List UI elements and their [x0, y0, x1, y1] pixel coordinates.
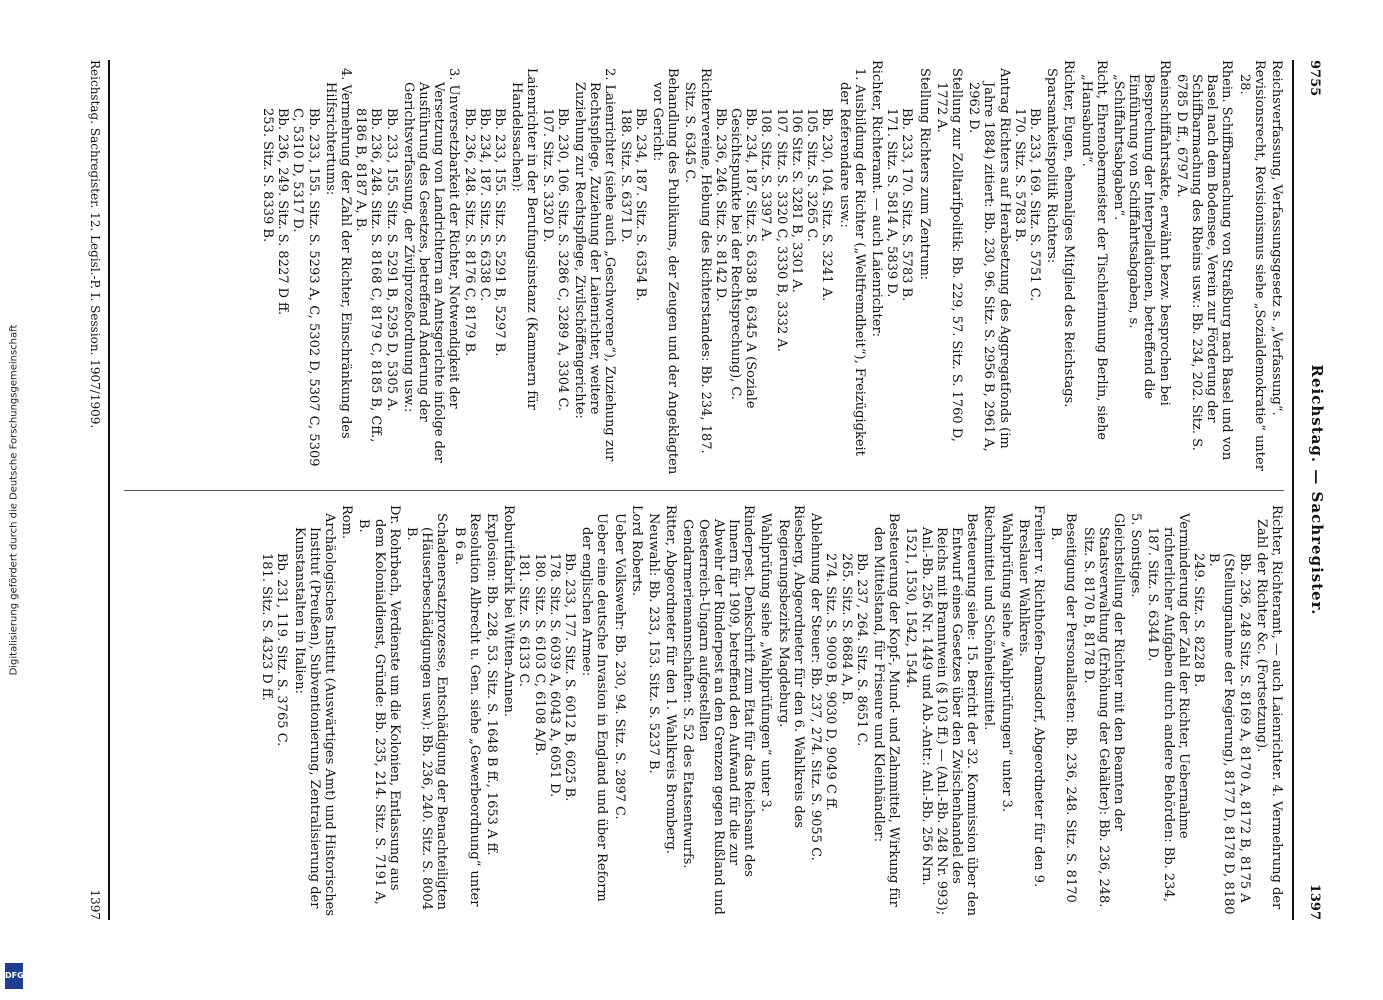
index-entry: Richter, Richteramt. — auch Laienrichter:: [868, 60, 884, 338]
index-ref: Bb. 233, 177. Sitz. S. 6012 B, 6025 B.: [562, 553, 578, 802]
column-right: [124, 505, 1284, 920]
index-ref: 249. Sitz. S. 8228 B.: [1190, 553, 1206, 688]
index-sub: Ablehnung der Steuer: Bb. 237, 274. Sitz. S. 9055 C.: [808, 513, 824, 861]
index-sub: Explosion: Bb. 228, 53. Sitz. S. 1648 B ff., 1653 A ff.: [484, 513, 500, 856]
index-entry: Lord Roberts.: [628, 505, 644, 596]
running-head: Reichstag. — Sachregister.: [1308, 364, 1326, 616]
index-sub: Behandlung des Publikums, der Zeugen und der Angeklagten vor Gericht:: [650, 68, 681, 475]
index-ref: 106 Sitz. S. 3281 B, 3301 A.: [788, 108, 804, 293]
index-entry: Richter, Eugen, ehemaliges Mitglied des Reichstags.: [1061, 60, 1077, 408]
index-ref: 274. Sitz. S. 9009 B, 9030 D, 9049 C ff.: [823, 553, 839, 811]
index-ref: Bb. 234, 187. Sitz. S. 6338 C.: [476, 108, 492, 302]
index-entry: Freiherr v. Richthofen-Damsdorf, Abgeordneter für den 9. Breslauer Wahlkreis.: [1015, 505, 1046, 888]
credit-sidebar: [2, 0, 26, 1000]
dfg-logo: DFG: [5, 963, 23, 989]
index-ref: 107. Sitz. S. 3320 C, 3330 B, 3332 A.: [773, 108, 789, 352]
page-number-right: 1397: [1307, 883, 1322, 920]
column-divider: [124, 490, 1284, 491]
index-sub: Stellung Richters zum Zentrum:: [916, 68, 932, 281]
index-ref: Bb. 233, 155. Sitz. S. 5291 B, 5297 B.: [492, 108, 508, 357]
index-sub: Stellung zur Zolltarifpolitik: Bb. 229, 57. Sitz. S. 1760 D, 1772 A.: [933, 68, 964, 442]
index-sub: Beseitigung der Personallasten: Bb. 236, 248. Sitz. S. 8170 B.: [1048, 513, 1079, 903]
index-entry: Ritter, Abgeordneter für den 1. Wahlkreis Bromberg.: [663, 505, 679, 855]
index-ref: Bb. 233, 155. Sitz. S. 5291 B, 5295 D, 5305 A.: [383, 108, 399, 412]
index-sub: Sparsamkeitspolitik Richters:: [1044, 68, 1060, 264]
index-sub: Wahlprüfung siehe „Wahlprüfungen“ unter 3.: [758, 513, 774, 812]
index-sub: 1. Ausbildung der Richter („Weltfremdheit“), Freizügigkeit der Referendare usw.:: [836, 68, 867, 456]
index-ref: Bb. 233, 169. Sitz. S. 5751 C.: [1026, 108, 1042, 302]
credit-text: Digitalisierung gefördert durch die Deutsche Forschungsgemeinschaft: [8, 324, 20, 676]
column-left: [124, 60, 1284, 475]
index-ref: 265. Sitz. S. 8684 A, B.: [838, 553, 854, 705]
index-sub: Richtervereine, Hebung des Richterstandes: Bb. 234, 187. Sitz. S. 6345 C.: [682, 68, 713, 454]
index-ref: Bb. 230, 106. Sitz. S. 3286 C, 3289 A, 3304 C.: [554, 108, 570, 412]
index-ref: Bb. 236, 248. Sitz. S. 8176 C, 8179 B.: [461, 108, 477, 357]
page-scan: [55, 60, 1330, 920]
index-ref: 180. Sitz. S. 6103 C, 6108 A/B.: [531, 553, 547, 756]
index-sub: Neuwahl: Bb. 233, 153. Sitz. S. 5237 B.: [646, 513, 662, 774]
index-ref: Bb. 231, 119. Sitz. S. 3765 C.: [274, 553, 290, 747]
index-entry: Rheinschiffahrtsakte, erwähnt bezw. besprochen bei Besprechung der Interpellationen, betreffend die Einführung von Schiffahrtsabgaben, s. „Schiffahrtsabgaben“.: [1110, 60, 1172, 406]
index-ref: Bb. 233, 155. Sitz. S. 5293 A, C, 5302 D, 5307 C, 5309 C, 5310 D, 5317 D.: [290, 108, 321, 467]
index-sub: Wahlprüfung siehe „Wahlprüfungen“ unter 3.: [998, 513, 1014, 812]
index-sub: Ueber Volkswehr: Bb. 230, 94. Sitz. S. 2897 C.: [611, 513, 627, 820]
index-ref: Bb. 234, 187. Sitz. S. 6338 B, 6345 A (Soziale Gesichtspunkte bei der Rechtsprechung), C.: [728, 108, 759, 409]
footer-source: Reichstag. Sachregister. 12. Legisl.-P. I. Session. 1907/1909.: [88, 60, 102, 429]
index-ref: Bb. 234, 187. Sitz. S. 6354 B.: [632, 108, 648, 302]
index-sub: Besteuerung siehe: 15. Bericht der 32. Kommission über den Entwurf eines Gesetzes über den Zwischenhandel des Reichs mit Branntwein (§ 103 ff.) — (Anl.-Bb. 248 Nr. 993); Anl.-Bb. 256 Nr. 1449 und Ab.-Antr.: Anl.-Bb. 256 Nrn. 1521, 1530, 1542, 1544.: [903, 513, 980, 916]
index-entry: Reichsverfassung, Verfassungsgesetz s. „Verfassung“.: [1269, 60, 1284, 416]
index-ref: Bb. 233, 170. Sitz. S. 5783 B.: [899, 108, 915, 302]
index-entry: Riesberg, Abgeordneter für den 6. Wahlkreis des Regierungsbezirks Magdeburg.: [775, 505, 806, 829]
index-sub: Besteuerung der Kopf-, Mund- und Zahnmittel, Wirkung für den Mittelstand, für Friseure und Kleinhändler:: [870, 513, 902, 907]
rotated-page: [55, 60, 1330, 920]
index-ref: Bb. 236, 248 Sitz. S. 8169 A, 8170 A, 8172 B, 8175 A (Stellungnahme der Regierung), 8177 D, 8178 D, 8180 B.: [1206, 553, 1252, 915]
index-entry: Rhein. Schiffbarmachung von Straßburg nach Basel und von Basel nach dem Bodensee, Verein zur Förderung der Schiffbarmachung des Rheins usw.: Bb. 234, 202. Sitz. S. 6785 D ff., 6797 A.: [1173, 60, 1235, 461]
index-entry: Richt, Ehrenobermeister der Tischlerinnung Berlin, siehe „Hansabund“.: [1078, 60, 1109, 441]
index-entry: Rom.: [339, 505, 355, 540]
index-ref: 178. Sitz. S. 6039 A, 6043 A, 6051 D.: [546, 553, 562, 798]
index-ref: 170. Sitz. S. 5783 B.: [1011, 108, 1027, 243]
index-sub: Gleichstellung der Richter mit den Beamten der Staatsverwaltung (Erhöhung der Gehälter): Bb. 236, 248. Sitz. S. 8170 B, 8178 D.: [1080, 513, 1126, 908]
index-sub: Ueber eine deutsche Invasion in England und über Reform der englischen Armee:: [579, 513, 610, 902]
index-ref: Bb. 236, 246. Sitz. S. 8142 D.: [712, 108, 728, 302]
index-sub: Antrag Richters auf Herabsetzung des Aggregatfonds (im Jahre 1884) zitiert: Bb. 230, 96. Sitz. S. 2956 B, 2961 A, 2962 D.: [966, 68, 1012, 452]
index-ref: 105. Sitz. S. 3265 C.: [804, 108, 820, 243]
index-ref: 188. Sitz. S. 6371 D.: [617, 108, 633, 243]
index-ref: 181. Sitz. S. 6133 C.: [516, 553, 532, 688]
footer-page-number: 1397: [88, 889, 102, 920]
index-entry: Rinderpest. Denkschrift zum Etat für das Reichsamt des Innern für 1909, betreffend den Aufwand für die zur Abwehr der Rinderpest an den Grenzen gegen Rußland und Oesterreich-Ungarn aufgestellten Gendarmeriemannschaften: S. 52 des Etatsentwurfs.: [680, 505, 757, 915]
index-ref: Bb. 236, 249. Sitz. S. 8227 D ff.: [275, 108, 291, 316]
index-ref: 253. Sitz. S. 8339 B.: [260, 108, 275, 243]
index-ref: Bb. 236, 248. Sitz. S. 8168 C, 8179 C, 8185 B, Cff., 8186 B, 8187 A, B.: [353, 108, 384, 443]
index-ref: Bb. 230, 104. Sitz. S. 3241 A.: [819, 108, 835, 302]
index-sub: Laienrichter in der Berufungsinstanz (Kammern für Handelssachen):: [509, 68, 540, 410]
page-footer: [68, 60, 110, 920]
index-ref: 181. Sitz. S. 4323 D ff.: [259, 553, 275, 701]
page-header: [1292, 60, 1330, 920]
index-ref: 108. Sitz. S. 3397 A.: [758, 108, 774, 242]
index-sub: 3. Unversetzbarkeit der Richter, Notwendigkeit der Versetzung von Landrichtern an Amtsgerichte infolge der Ausführung des Gesetzes, betreffend Änderung der Gerichtsverfassung, der Zivilprozeßordnung usw.:: [400, 68, 462, 463]
index-entry: Revisionsrecht, Revisionismus siehe „Sozialdemokratie“ unter 28.: [1236, 60, 1267, 471]
index-ref: Bb. 237, 264. Sitz. S. 8651 C.: [853, 553, 869, 747]
index-entry: Dr. Rohrbach, Verdienste um die Kolonien, Entlassung aus dem Kolonialdienst, Gründe: Bb. 235, 214. Sitz. S. 7191 A, B.: [356, 505, 402, 905]
index-entry: Roburitfabrik bei Witten-Annen.: [501, 505, 517, 718]
index-sub: 4. Vermehrung der Zahl der Richter, Einschränkung des Hilfsrichtertums:: [322, 68, 354, 439]
index-sub: 2. Laienrichter (siehe auch „Geschworene“), Zuziehung zur Rechtspflege, Zuziehung der Laienrichter, weitere Zuziehung zur Rechtspflege, Zivilschöffengerichte:: [572, 68, 618, 462]
index-ref: 107. Sitz. S. 3320 D.: [539, 108, 555, 243]
index-sub: Schadenersatzprozesse, Entschädigung der Benachteiligten (Häuserbeschädigungen usw.): Bb. 236, 240. Sitz. S. 8004 B.: [404, 513, 450, 911]
index-sub: Resolution Albrecht u. Gen. siehe „Gewerbeordnung“ unter B 6 a.: [451, 513, 482, 907]
index-entry: Riechmittel und Schönheitsmittel.: [981, 505, 997, 731]
index-ref: 171. Sitz. S. 5814 A, 5839 D.: [884, 108, 900, 298]
page-number-left: 9755: [1307, 60, 1322, 97]
index-sub: 5. Sonstiges.: [1128, 513, 1144, 598]
index-sub: Archäologisches Institut (Auswärtiges Amt) und Historisches Institut (Preußen), Subventionierung, Zentralisierung der Kunstanstalten in Italien:: [291, 513, 338, 917]
index-sub: Verminderung der Zahl der Richter, Uebernahme richterlicher Aufgaben durch andere Behörden: Bb. 234, 187. Sitz. S. 6344 D.: [1145, 513, 1191, 902]
index-entry: Richter, Richteramt, — auch Laienrichter. 4. Vermehrung der Zahl der Richter &c. (Fortsetzung).: [1253, 505, 1284, 910]
